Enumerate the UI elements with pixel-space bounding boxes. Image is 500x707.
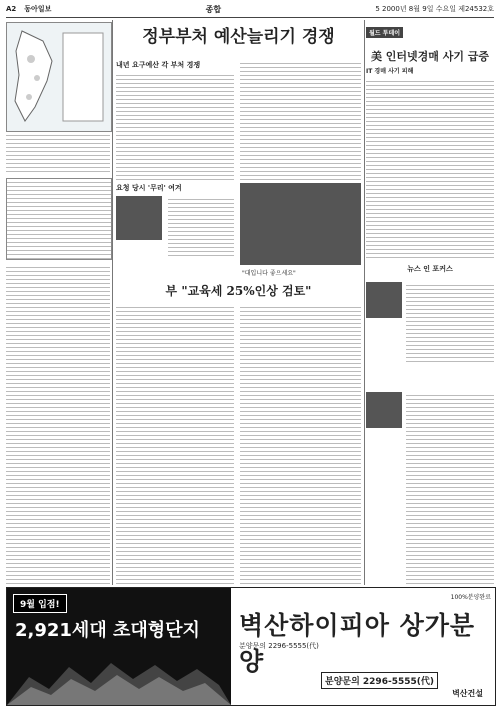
world-today-tag: 월드 투데이: [366, 27, 403, 38]
article2-title: 요청 당시 '무리' 여겨: [116, 184, 182, 192]
paper-name: 동아일보: [24, 5, 52, 13]
top-rule: [6, 17, 494, 18]
article2-body: [168, 196, 234, 256]
sub-headline: 부 "교육세 25%인상 검토": [165, 284, 312, 298]
right-headline: 美 인터넷경매 사기 급증: [370, 50, 490, 63]
column-divider-right: [364, 20, 365, 585]
ad-brand: 벽산하이피아 상가분양: [239, 611, 476, 676]
news-text-2: [406, 392, 494, 584]
page-number: A2: [6, 5, 17, 13]
ad-subtitle: 분양문의 2296-5555(代): [239, 642, 319, 650]
article1-body: [116, 72, 234, 180]
right-column: [366, 20, 494, 585]
news-text-1: [406, 282, 494, 362]
ad-left-panel: [7, 588, 231, 705]
article1-continue: [240, 60, 361, 180]
group-photo: [240, 183, 361, 265]
weather-table: [6, 178, 112, 260]
article1-title: 내년 요구예산 각 부처 경쟁: [116, 61, 201, 69]
left-article-body: [116, 306, 234, 584]
weather-map: [6, 22, 112, 132]
left-column-text: [6, 264, 110, 584]
advertisement: [6, 587, 496, 706]
ad-left-title: 2,921세대 초대형단지: [15, 620, 200, 641]
masthead: [6, 3, 494, 15]
weather-column: [6, 20, 110, 585]
portrait-photo: [116, 196, 162, 240]
main-column: [116, 20, 361, 585]
issue-date: 5 2000년 8월 9일 수요일 제24532호: [375, 5, 494, 13]
right-subtitle: IT 경매 사기 피해: [366, 68, 414, 75]
ad-badge: 9월 입점!: [13, 594, 67, 613]
ad-phone: 분양문의 2296-5555(代): [321, 672, 438, 689]
column-divider-left: [112, 20, 113, 585]
right-column-text: [366, 78, 494, 258]
right-article-body: [240, 306, 361, 584]
photo-caption: "대입니다 좋으세요": [242, 270, 296, 277]
weather-text: [6, 132, 110, 172]
section-title: 종합: [205, 4, 222, 14]
main-headline: 정부부처 예산늘리기 경쟁: [142, 27, 335, 47]
news-photo-1: [366, 282, 402, 318]
news-focus-title: 뉴스 인 포커스: [407, 265, 453, 273]
ad-corner-badge: 100%분양완료: [450, 594, 491, 601]
ad-right-panel: [231, 588, 495, 705]
ad-company: 벽산건설: [452, 689, 483, 698]
news-photo-2: [366, 392, 402, 428]
apartment-illustration: [7, 645, 231, 705]
